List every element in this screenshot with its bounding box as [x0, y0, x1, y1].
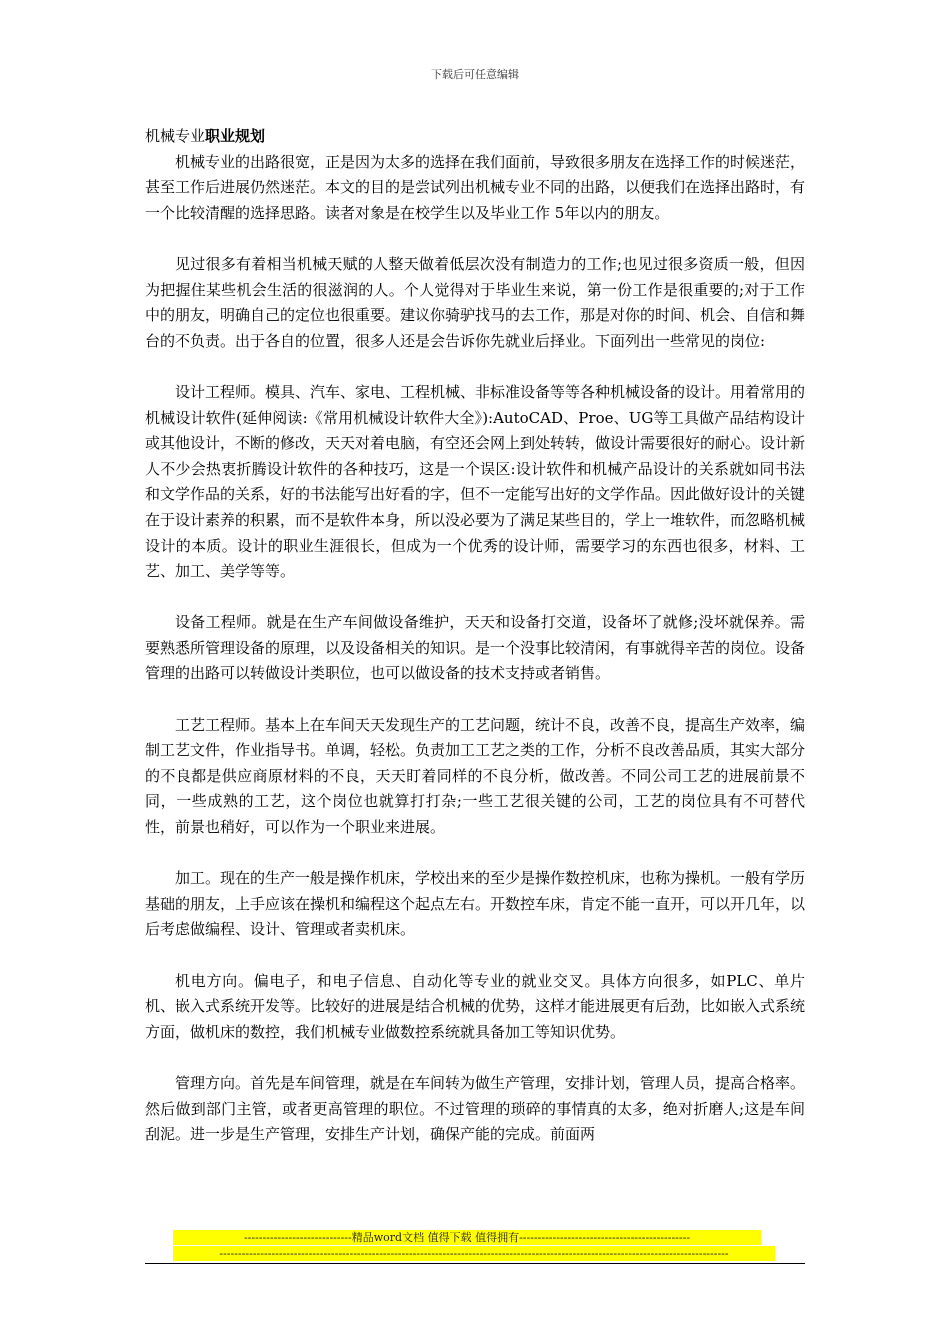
- paragraph-machining: 加工。现在的生产一般是操作机床，学校出来的至少是操作数控机床，也称为操机。一般有学历基础的朋友，上手应该在操机和编程这个起点左右。开数控车床，肯定不能一直开，可以开几年，以后考虑做编程、设计、管理或者卖机床。: [145, 869, 806, 939]
- paragraph-equipment-engineer: 设备工程师。就是在生产车间做设备维护，天天和设备打交道，设备坏了就修;没坏就保养。需要熟悉所管理设备的原理，以及设备相关的知识。是一个没事比较清闲，有事就得辛苦的岗位。设备管理的出路可以转做设计类职位，也可以做设备的技术支持或者销售。: [145, 613, 806, 683]
- paragraph-management: 管理方向。首先是车间管理，就是在车间转为做生产管理，安排计划，管理人员，提高合格率。然后做到部门主管，或者更高管理的职位。不过管理的琐碎的事情真的太多，绝对折磨人;这是车间刮泥。进一步是生产管理，安排生产计划，确保产能的完成。前面两: [145, 1073, 806, 1144]
- footer-dash-line: -----------------------------------------------------------------------------------------------------------------------------------------: [173, 1246, 775, 1261]
- paragraph-design-engineer: 设计工程师。模具、汽车、家电、工程机械、非标准设备等等各种机械设备的设计。用着常用的机械设计软件(延伸阅读:《常用机械设计软件大全》):AutoCAD、Proe、UG等工具做产品结构设计或其他设计，不断的修改，天天对着电脑，有空还会网上到处转转，做设计需要很好的耐心。设计新人不少会热衷折腾设计软件的各种技巧，这是一个误区:设计软件和机械产品设计的关系就如同书法和文学作品的关系，好的书法能写出好看的字，但不一定能写出好的文学作品。因此做好设计的关键在于设计素养的积累，而不是软件本身，所以没必要为了满足某些目的，学上一堆软件，而忽略机械设计的本质。设计的职业生涯很长，但成为一个优秀的设计师，需要学习的东西也很多，材料、工艺、加工、美学等等。: [145, 382, 806, 581]
- paragraph-process-engineer: 工艺工程师。基本上在车间天天发现生产的工艺问题，统计不良，改善不良，提高生产效率，编制工艺文件，作业指导书。单调，轻松。负责加工工艺之类的工作，分析不良改善品质，其实大部分的不良都是供应商原材料的不良，天天盯着同样的不良分析，做改善。不同公司工艺的进展前景不同，一些成熟的工艺，这个岗位也就算打打杂;一些工艺很关键的公司，工艺的岗位具有不可替代性，前景也稍好，可以作为一个职业来进展。: [145, 715, 806, 837]
- document-body: [145, 124, 805, 1148]
- document-title: [145, 124, 805, 150]
- title-bold: 职业规划: [205, 127, 266, 145]
- paragraph-intro: 机械专业的出路很宽，正是因为太多的选择在我们面前，导致很多朋友在选择工作的时候迷茫，甚至工作后进展仍然迷茫。本文的目的是尝试列出机械专业不同的出路，以便我们在选择出路时，有一个比较清醒的选择思路。读者对象是在校学生以及毕业工作 5年以内的朋友。: [145, 152, 806, 222]
- footer-banner: -----------------------------精品word文档 值得下载 值得拥有----------------------------------------------: [173, 1230, 761, 1245]
- paragraph-overview: 见过很多有着相当机械天赋的人整天做着低层次没有制造力的工作;也见过很多资质一般，但因为把握住某些机会生活的很滋润的人。个人觉得对于毕业生来说，第一份工作是很重要的;对于工作中的朋友，明确自己的定位也很重要。建议你骑驴找马的去工作，那是对你的时间、机会、自信和舞台的不负责。出于各自的位置，很多人还是会告诉你先就业后择业。下面列出一些常见的岗位:: [145, 254, 806, 350]
- page-header: 下载后可任意编辑: [431, 68, 519, 81]
- paragraph-mechatronics: 机电方向。偏电子，和电子信息、自动化等专业的就业交叉。具体方向很多，如PLC、单片机、嵌入式系统开发等。比较好的进展是结合机械的优势，这样才能进展更有后劲，比如嵌入式系统方面，做机床的数控，我们机械专业做数控系统就具备加工等知识优势。: [145, 971, 806, 1041]
- footer-rule: [145, 1263, 805, 1264]
- title-plain: 机械专业: [145, 127, 206, 145]
